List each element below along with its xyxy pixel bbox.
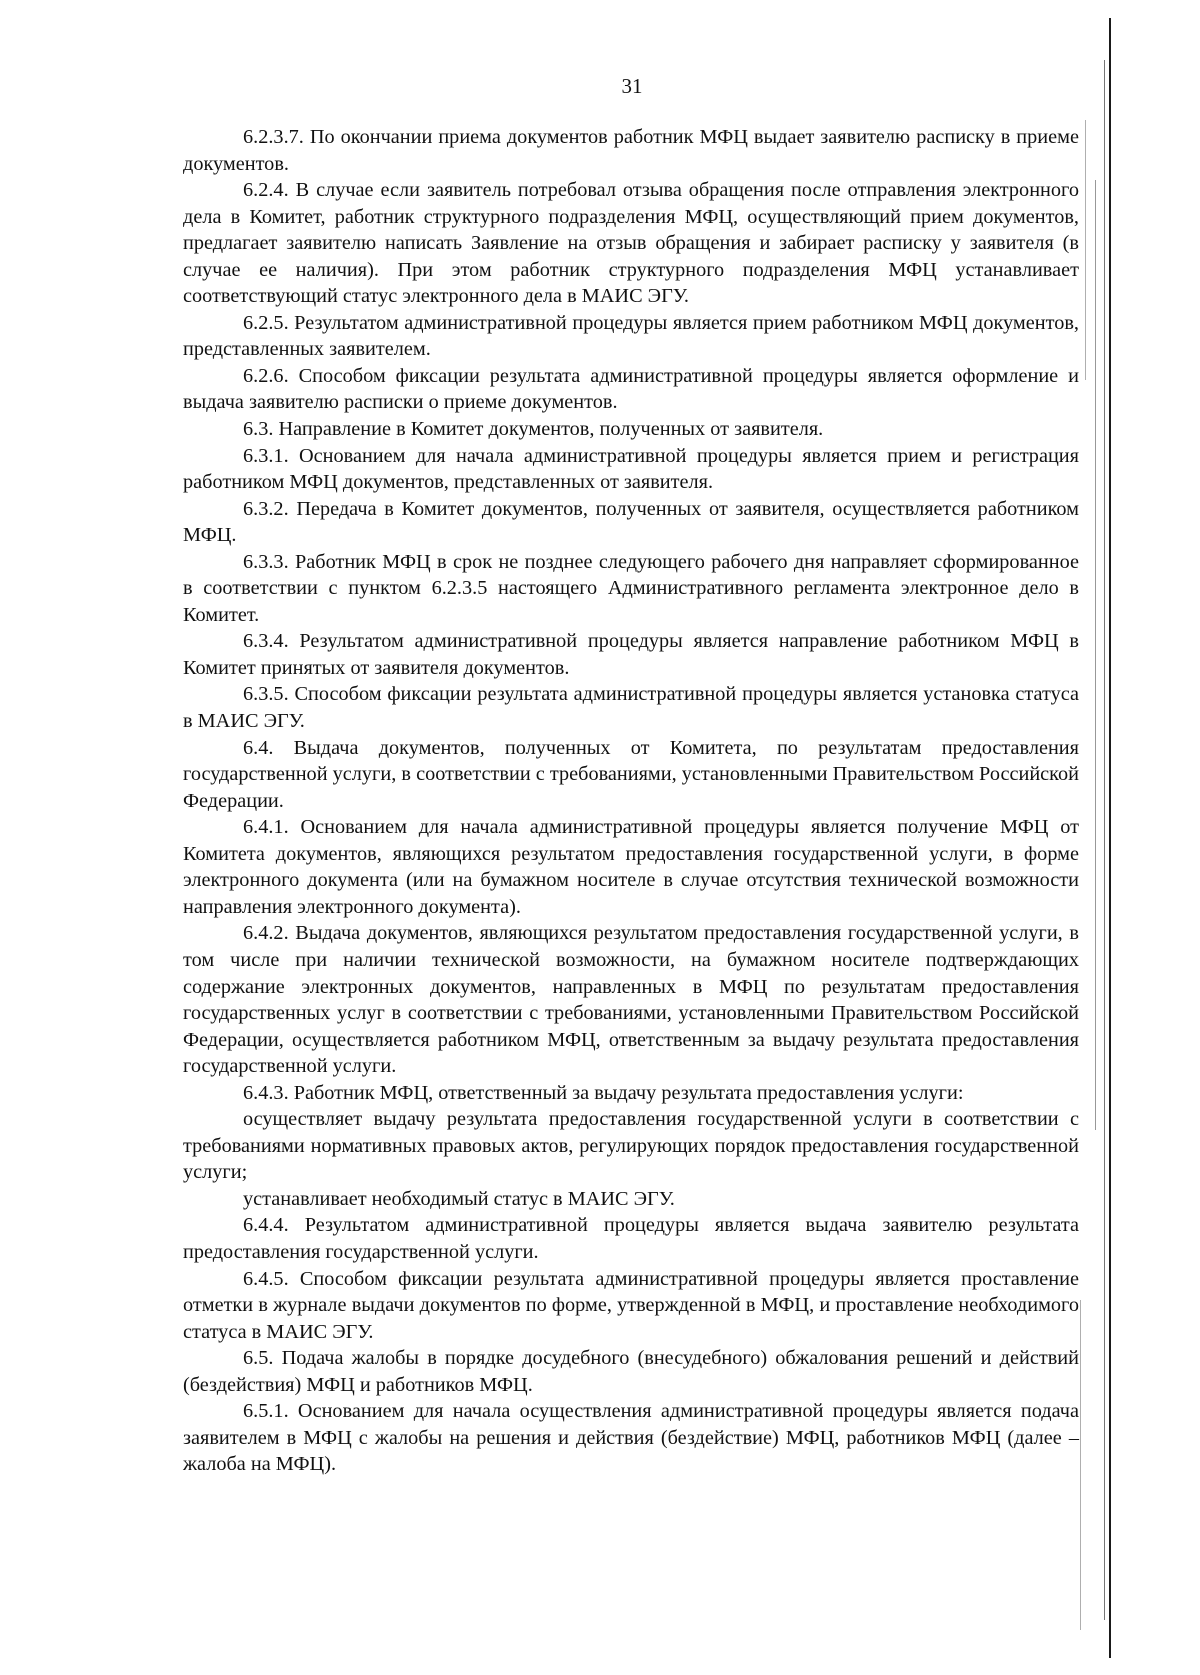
- paragraph: 6.3.5. Способом фиксации результата административной процедуры является установка статуса в МАИС ЭГУ.: [183, 683, 1079, 733]
- paragraph: 6.2.5. Результатом административной процедуры является прием работником МФЦ документов, представленных заявителем.: [183, 311, 1079, 361]
- paragraph: 6.2.3.7. По окончании приема документов работник МФЦ выдает заявителю расписку в приеме документов.: [183, 126, 1079, 175]
- paragraph: 6.3.4. Результатом административной процедуры является направление работником МФЦ в Комитет принятых от заявителя документов.: [183, 630, 1079, 679]
- paragraph: 6.2.6. Способом фиксации результата административной процедуры является оформление и выдача заявителю расписки о приеме документов.: [183, 364, 1079, 414]
- paragraph: 6.3. Направление в Комитет документов, полученных от заявителя.: [243, 418, 824, 441]
- paragraph: осуществляет выдачу результата предоставления государственной услуги в соответствии с требованиями нормативных правовых актов, регулирующих порядок предоставления государственной услуги;: [183, 1108, 1079, 1184]
- paragraph: 6.4.5. Способом фиксации результата административной процедуры является проставление отметки в журнале выдачи документов по форме, утвержденной в МФЦ, и проставление необходимого статуса в МАИС ЭГУ.: [183, 1267, 1079, 1343]
- paragraph: 6.3.2. Передача в Комитет документов, полученных от заявителя, осуществляется работником МФЦ.: [183, 497, 1079, 547]
- page-number: 31: [621, 74, 643, 98]
- paragraph: 6.2.4. В случае если заявитель потребовал отзыва обращения после отправления электронного дела в Комитет, работник структурного подразделения МФЦ, осуществляющий прием документов, предлагает заявителю написать Заявление на отзыв обращения и забирает расписку у заявителя (в случае ее наличия). При этом работник структурного подразделения МФЦ устанавливает соответствующий статус электронного дела в МАИС ЭГУ.: [183, 179, 1079, 308]
- paragraph: 6.4.3. Работник МФЦ, ответственный за выдачу результата предоставления услуги:: [243, 1081, 964, 1104]
- document-body: [183, 124, 1079, 1478]
- paragraph: 6.4.1. Основанием для начала административной процедуры является получение МФЦ от Комитета документов, являющихся результатом предоставления государственной услуги, в форме электронного документа (или на бумажном носителе в случае отсутствия технической возможности направления электронного документа).: [183, 816, 1079, 918]
- paragraph: 6.3.1. Основанием для начала административной процедуры является прием и регистрация работником МФЦ документов, представленных от заявителя.: [183, 444, 1079, 494]
- paragraph: 6.4.2. Выдача документов, являющихся результатом предоставления государственной услуги, в том числе при наличии технической возможности, на бумажном носителе подтверждающих содержание электронных документов, направленных в МФЦ по результатам предоставления государственных услуг в соответствии с требованиями, установленными Правительством Российской Федерации, осуществляется работником МФЦ, ответственным за выдачу результата предоставления государственной услуги.: [183, 922, 1079, 1078]
- scan-margin-line: [1085, 120, 1086, 380]
- paragraph: устанавливает необходимый статус в МАИС ЭГУ.: [243, 1187, 675, 1210]
- scan-edge-line: [1109, 18, 1111, 1658]
- paragraph: 6.5.1. Основанием для начала осуществления административной процедуры является подача заявителем в МФЦ с жалобы на решения и действия (бездействие) МФЦ, работников МФЦ (далее – жалоба на МФЦ).: [183, 1400, 1079, 1476]
- scan-edge-line: [1104, 60, 1105, 1620]
- paragraph: 6.5. Подача жалобы в порядке досудебного (внесудебного) обжалования решений и действий (бездействия) МФЦ и работников МФЦ.: [183, 1347, 1079, 1396]
- paragraph: 6.4. Выдача документов, полученных от Комитета, по результатам предоставления государственной услуги, в соответствии с требованиями, установленными Правительством Российской Федерации.: [183, 736, 1079, 812]
- scan-margin-line: [1080, 1300, 1081, 1630]
- paragraph: 6.4.4. Результатом административной процедуры является выдача заявителю результата предоставления государственной услуги.: [183, 1214, 1079, 1263]
- paragraph: 6.3.3. Работник МФЦ в срок не позднее следующего рабочего дня направляет сформированное в соответствии с пунктом 6.2.3.5 настоящего Административного регламента электронное дело в Комитет.: [183, 550, 1079, 626]
- scan-margin-line: [1095, 180, 1096, 1130]
